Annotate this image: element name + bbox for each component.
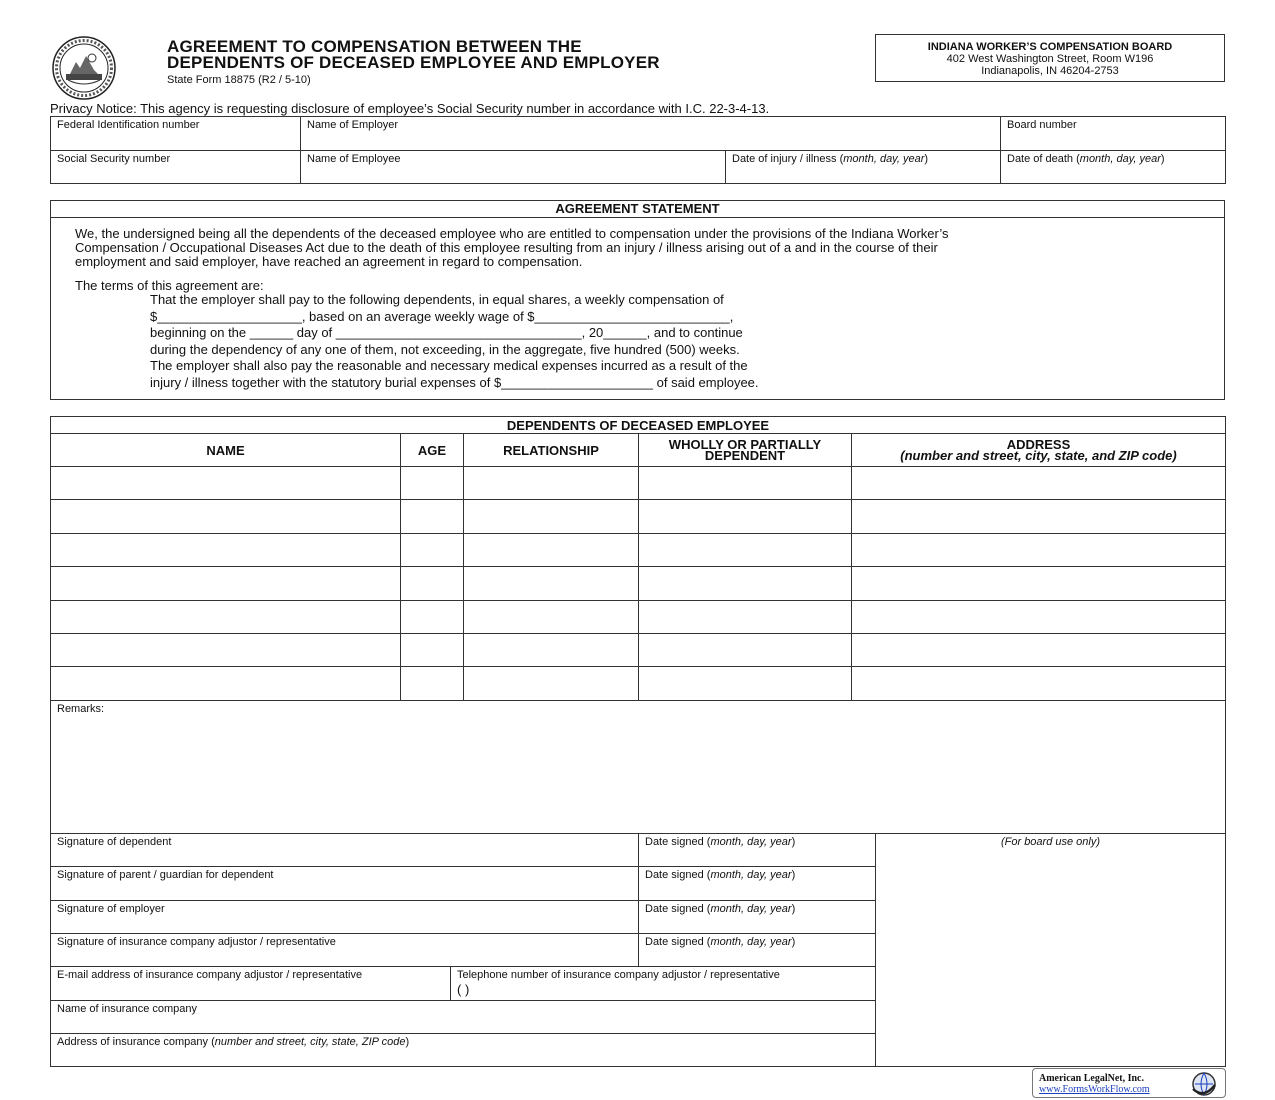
row-relationship-cell[interactable] <box>464 534 639 567</box>
row-age-cell[interactable] <box>401 634 464 667</box>
form-title-line1: AGREEMENT TO COMPENSATION BETWEEN THE <box>167 37 582 56</box>
row-address-cell[interactable] <box>852 634 1225 667</box>
dependent-signature-label: Signature of dependent <box>57 836 172 848</box>
row-relationship-cell[interactable] <box>464 634 639 667</box>
insurer-address-label: Address of insurance company ( <box>57 1036 215 1048</box>
row-address-cell[interactable] <box>852 567 1225 600</box>
form-title-line2: DEPENDENTS OF DECEASED EMPLOYEE AND EMPLOYER <box>167 53 660 72</box>
insurer-address-field[interactable] <box>51 1034 876 1066</box>
date-signed-label: Date signed ( <box>645 836 711 848</box>
row-dependent-cell[interactable] <box>639 500 852 533</box>
row-age-cell[interactable] <box>401 534 464 567</box>
insurer-address-paren: ) <box>405 1036 410 1048</box>
american-legalnet-logo[interactable] <box>1032 1068 1226 1098</box>
agreement-paragraph <box>75 227 1215 269</box>
dependent-signature-field[interactable] <box>51 834 639 867</box>
terms-line: The employer shall also pay the reasonable and necessary medical expenses incurred as a result of the <box>150 358 748 374</box>
terms-line: during the dependency of any one of them, not exceeding, in the aggregate, five hundred (500) weeks. <box>150 341 740 357</box>
board-number-label: Board number <box>1007 119 1077 131</box>
dependents-heading: DEPENDENTS OF DECEASED EMPLOYEE <box>51 417 1225 434</box>
adjustor-email-field[interactable] <box>51 967 451 1001</box>
injury-date-paren: ) <box>924 153 929 165</box>
form-number: State Form 18875 (R2 / 5-10) <box>167 74 311 86</box>
injury-date-hint: month, day, year <box>843 153 925 165</box>
employee-name-field[interactable] <box>301 151 726 183</box>
col-address-label-1: ADDRESS <box>1006 437 1071 452</box>
date-signed-field[interactable] <box>639 901 876 934</box>
remarks-field[interactable] <box>51 701 1225 834</box>
death-date-field[interactable] <box>1001 151 1225 183</box>
agreement-line-1: We, the undersigned being all the dependents of the deceased employee who are entitled to compensation under the provisions of the Indiana Worker’s <box>75 226 949 241</box>
row-age-cell[interactable] <box>401 567 464 600</box>
row-name-cell[interactable] <box>51 467 401 500</box>
footer-url[interactable]: www.FormsWorkFlow.com <box>1039 1084 1150 1095</box>
agency-city: Indianapolis, IN 46204-2753 <box>981 65 1119 77</box>
row-age-cell[interactable] <box>401 601 464 634</box>
row-relationship-cell[interactable] <box>464 567 639 600</box>
row-relationship-cell[interactable] <box>464 601 639 634</box>
date-signed-hint: month, day, year <box>710 869 792 881</box>
row-address-cell[interactable] <box>852 534 1225 567</box>
date-signed-paren: ) <box>791 869 796 881</box>
globe-logo-icon <box>1191 1071 1217 1097</box>
terms-line: That the employer shall pay to the following dependents, in equal shares, a weekly compensation of <box>150 292 724 307</box>
guardian-signature-field[interactable] <box>51 867 639 901</box>
death-date-hint: month, day, year <box>1079 153 1161 165</box>
row-address-cell[interactable] <box>852 667 1225 700</box>
agreement-line-3: employment and said employer, have reached an agreement in regard to compensation. <box>75 254 583 269</box>
insurer-name-label: Name of insurance company <box>57 1003 198 1015</box>
employer-name-field[interactable] <box>301 117 1001 151</box>
date-signed-paren: ) <box>791 836 796 848</box>
agreement-line-2: Compensation / Occupational Diseases Act due to the death of this employee resulting from an injury / illness arising out of a and in the course of their <box>75 240 938 255</box>
death-date-label: Date of death ( <box>1007 153 1080 165</box>
col-name-header <box>51 434 401 467</box>
row-age-cell[interactable] <box>401 467 464 500</box>
terms-line: beginning on the ______ day of __________________________________, 20______, and to continue <box>150 325 743 341</box>
col-address-header <box>852 434 1225 467</box>
row-dependent-cell[interactable] <box>639 467 852 500</box>
col-relationship-label: RELATIONSHIP <box>503 442 599 458</box>
row-dependent-cell[interactable] <box>639 601 852 634</box>
agency-street: 402 West Washington Street, Room W196 <box>946 53 1154 65</box>
injury-date-field[interactable] <box>726 151 1001 183</box>
privacy-notice: Privacy Notice: This agency is requesting disclosure of employee’s Social Security number in accordance with I.C. 22-3-4-13. <box>50 101 770 116</box>
phone-area-code: ( ) <box>457 982 470 997</box>
date-signed-paren: ) <box>791 903 796 915</box>
adjustor-phone-label: Telephone number of insurance company adjustor / representative <box>457 969 780 981</box>
date-signed-label: Date signed ( <box>645 869 711 881</box>
agreement-body <box>50 217 1225 400</box>
date-signed-hint: month, day, year <box>710 936 792 948</box>
date-signed-label: Date signed ( <box>645 936 711 948</box>
insurer-address-hint: number and street, city, state, ZIP code <box>214 1036 406 1048</box>
col-dependent-label-1: WHOLLY OR PARTIALLY <box>668 437 822 452</box>
date-signed-field[interactable] <box>639 834 876 867</box>
col-age-label: AGE <box>417 442 447 458</box>
terms-intro: The terms of this agreement are: <box>75 278 264 293</box>
date-signed-field[interactable] <box>639 934 876 967</box>
terms-line: injury / illness together with the statutory burial expenses of $_____________________ of said employee. <box>150 374 759 390</box>
terms-line: $____________________, based on an average weekly wage of $___________________________, <box>150 308 734 324</box>
remarks-label: Remarks: <box>57 703 105 715</box>
injury-date-label: Date of injury / illness ( <box>732 153 844 165</box>
employee-name-label: Name of Employee <box>307 153 401 165</box>
adjustor-phone-field[interactable] <box>451 967 876 1001</box>
agreement-heading: AGREEMENT STATEMENT <box>50 200 1225 218</box>
date-signed-field[interactable] <box>639 867 876 901</box>
col-dependent-label-2: DEPENDENT <box>704 448 786 463</box>
employer-name-label: Name of Employer <box>307 119 399 131</box>
row-address-cell[interactable] <box>852 601 1225 634</box>
ssn-label: Social Security number <box>57 153 171 165</box>
row-dependent-cell[interactable] <box>639 667 852 700</box>
row-relationship-cell[interactable] <box>464 467 639 500</box>
federal-id-label: Federal Identification number <box>57 119 200 131</box>
col-relationship-header <box>464 434 639 467</box>
adjustor-signature-field[interactable] <box>51 934 639 967</box>
row-relationship-cell[interactable] <box>464 500 639 533</box>
employer-signature-field[interactable] <box>51 901 639 934</box>
row-relationship-cell[interactable] <box>464 667 639 700</box>
agency-address-box <box>875 34 1225 82</box>
row-address-cell[interactable] <box>852 500 1225 533</box>
form-title <box>167 39 660 71</box>
insurer-name-field[interactable] <box>51 1001 876 1034</box>
guardian-signature-label: Signature of parent / guardian for dependent <box>57 869 274 881</box>
col-age-header <box>401 434 464 467</box>
date-signed-hint: month, day, year <box>710 836 792 848</box>
date-signed-label: Date signed ( <box>645 903 711 915</box>
indiana-state-seal-icon <box>52 36 116 100</box>
adjustor-email-label: E-mail address of insurance company adjustor / representative <box>57 969 363 981</box>
row-age-cell[interactable] <box>401 500 464 533</box>
row-dependent-cell[interactable] <box>639 534 852 567</box>
terms-block <box>150 292 950 392</box>
row-name-cell[interactable] <box>51 534 401 567</box>
adjustor-signature-label: Signature of insurance company adjustor / representative <box>57 936 336 948</box>
board-use-area <box>876 834 1225 1066</box>
row-name-cell[interactable] <box>51 567 401 600</box>
col-address-label-2: (number and street, city, state, and ZIP code) <box>900 448 1177 463</box>
col-name-label: NAME <box>206 442 245 458</box>
row-name-cell[interactable] <box>51 601 401 634</box>
dependents-and-signatures <box>50 416 1226 1067</box>
footer-company: American LegalNet, Inc. <box>1039 1073 1144 1084</box>
row-name-cell[interactable] <box>51 667 401 700</box>
board-use-label: (For board use only) <box>1000 836 1101 848</box>
death-date-paren: ) <box>1160 153 1165 165</box>
row-name-cell[interactable] <box>51 634 401 667</box>
row-dependent-cell[interactable] <box>639 567 852 600</box>
row-address-cell[interactable] <box>852 467 1225 500</box>
employer-signature-label: Signature of employer <box>57 903 165 915</box>
row-dependent-cell[interactable] <box>639 634 852 667</box>
date-signed-paren: ) <box>791 936 796 948</box>
row-name-cell[interactable] <box>51 500 401 533</box>
board-number-field[interactable] <box>1001 117 1225 151</box>
row-age-cell[interactable] <box>401 667 464 700</box>
employee-info-grid <box>50 116 1226 184</box>
ssn-field[interactable] <box>51 151 301 183</box>
agency-name: INDIANA WORKER’S COMPENSATION BOARD <box>927 41 1173 53</box>
federal-id-field[interactable] <box>51 117 301 151</box>
date-signed-hint: month, day, year <box>710 903 792 915</box>
col-dependent-header <box>639 434 852 467</box>
